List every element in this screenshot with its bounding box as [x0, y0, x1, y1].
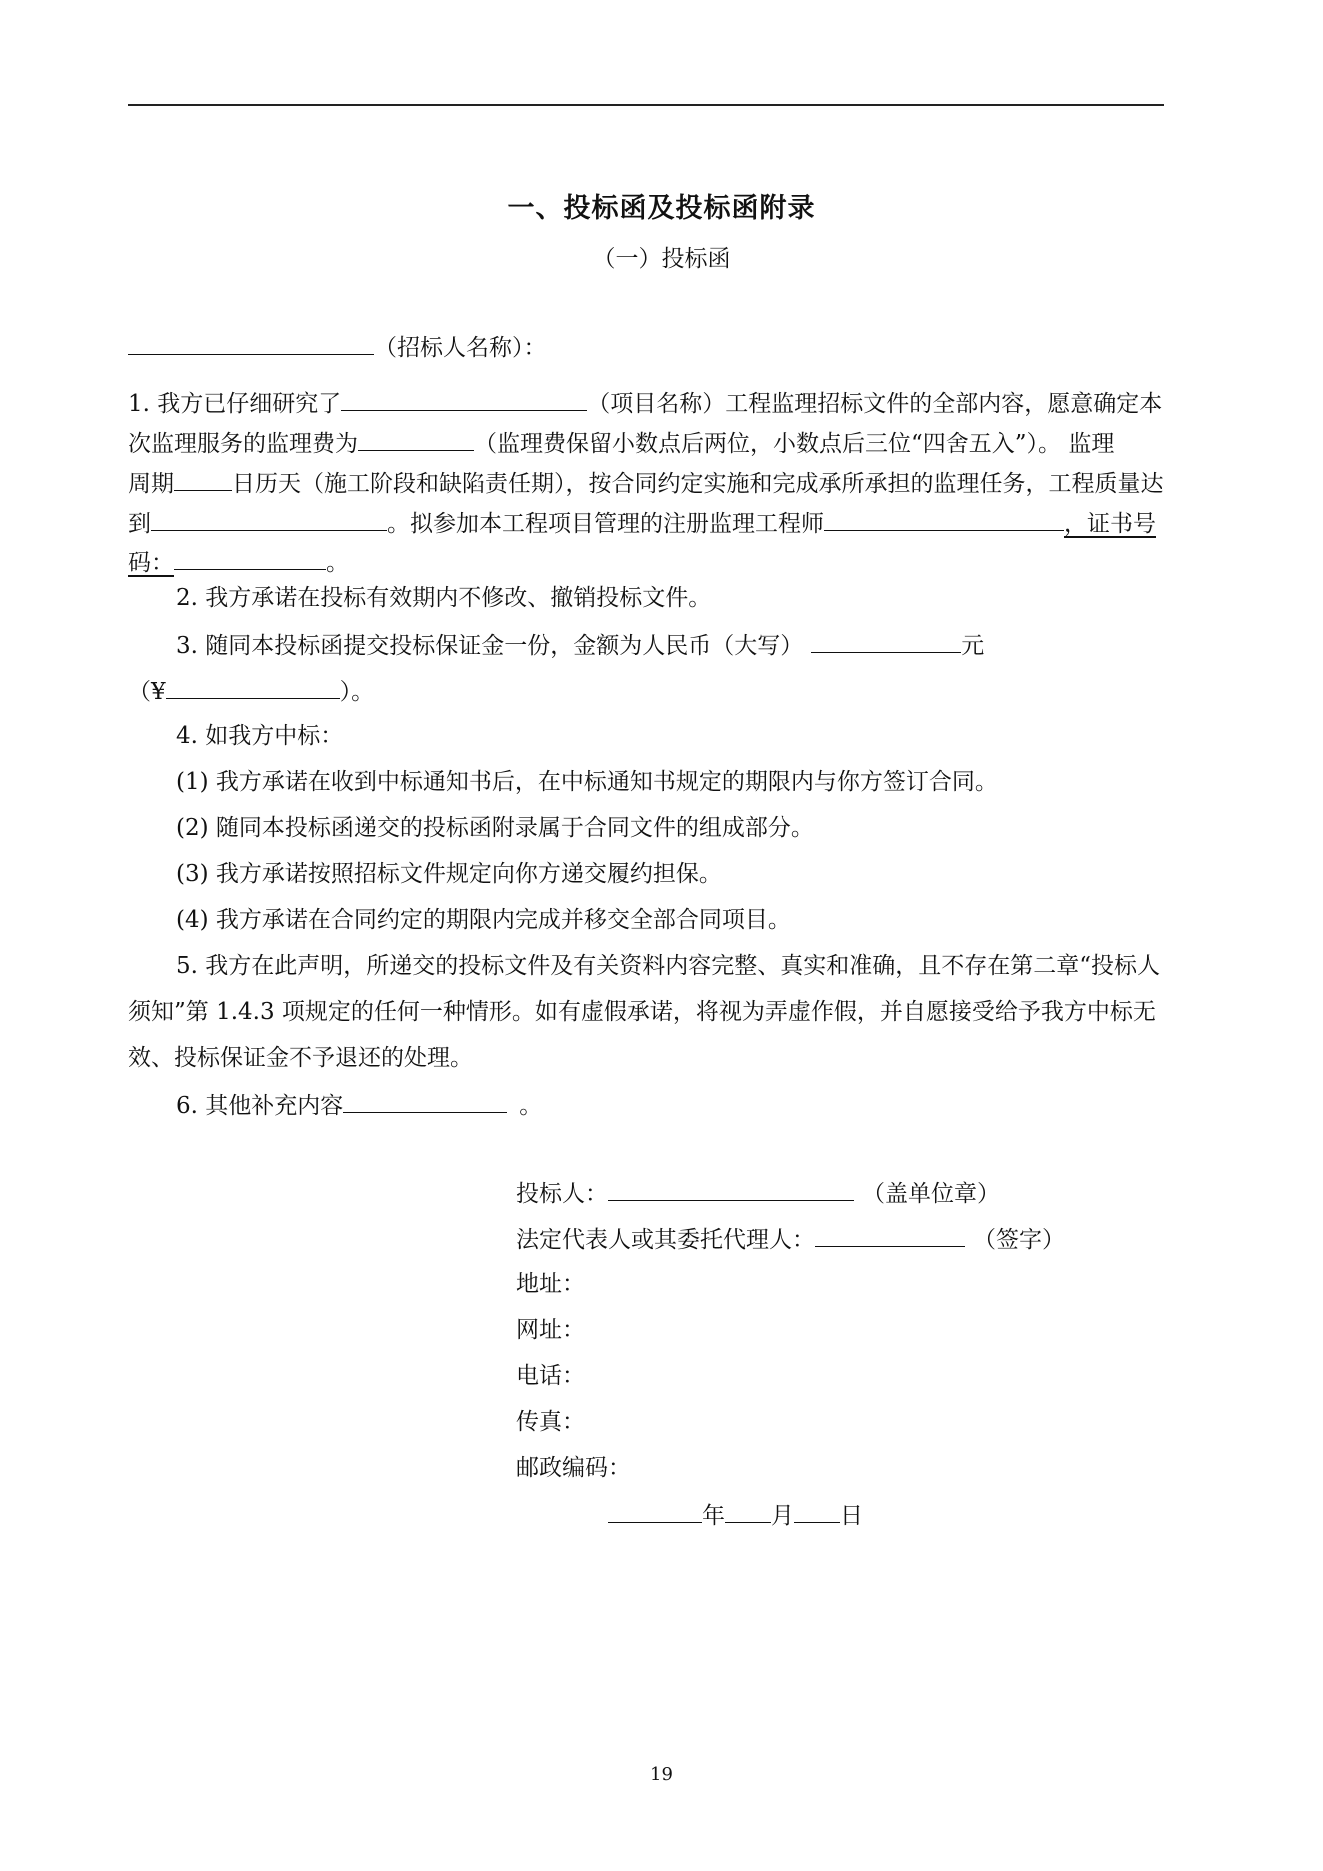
- year-label: 年: [702, 1503, 725, 1529]
- para-1-text-a: 1. 我方已仔细研究了: [128, 391, 342, 417]
- salutation-text: （招标人名称）：: [374, 335, 547, 361]
- phone-label: 电话：: [516, 1363, 585, 1389]
- salutation-line: [128, 330, 547, 364]
- postcode-label: 邮政编码：: [516, 1455, 631, 1481]
- bidder-note: （盖单位章）: [862, 1181, 1000, 1207]
- para-3-line-1: [176, 628, 984, 662]
- project-name-blank[interactable]: [341, 386, 587, 411]
- para-1-text-f: 日历天（施工阶段和缺陷责任期），按合同约定实施和完成承所承担的监理任务，工程质量达: [232, 471, 1164, 497]
- para-5-line-3: 效、投标保证金不予退还的处理。: [128, 1045, 473, 1071]
- para-4-item-3: (3) 我方承诺按照招标文件规定向你方递交履约担保。: [176, 861, 722, 887]
- para-3-line-2: [128, 674, 374, 708]
- para-3-text-a: 3. 随同本投标函提交投标保证金一份，金额为人民币（大写）: [176, 633, 804, 659]
- para-1-line-4: [128, 506, 1156, 540]
- quality-standard-blank[interactable]: [151, 506, 387, 531]
- para-4: 4. 如我方中标：: [176, 723, 344, 749]
- para-3-text-c: （¥: [128, 679, 166, 705]
- bid-bond-words-blank[interactable]: [811, 628, 961, 653]
- para-5-line-2: 须知”第 1.4.3 项规定的任何一种情形。如有虚假承诺，将视为弄虚作假，并自愿接受给予我方中标无: [128, 999, 1156, 1025]
- representative-line: [516, 1222, 1065, 1256]
- tenderer-name-blank[interactable]: [128, 330, 374, 355]
- para-1-text-h: 。拟参加本工程项目管理的注册监理工程师: [387, 511, 824, 537]
- year-blank[interactable]: [608, 1498, 702, 1523]
- para-1-line-5: [128, 545, 349, 579]
- website-label: 网址：: [516, 1317, 585, 1343]
- bidder-blank[interactable]: [608, 1176, 854, 1201]
- para-1-line-3: [128, 466, 1164, 500]
- supervision-fee-blank[interactable]: [358, 426, 474, 451]
- para-1-text-e: 周期: [128, 471, 174, 497]
- month-blank[interactable]: [725, 1498, 771, 1523]
- header-rule: [128, 104, 1164, 106]
- bidder-label: 投标人：: [516, 1181, 608, 1207]
- para-1-line-1: [128, 386, 1162, 420]
- fax-label: 传真：: [516, 1409, 585, 1435]
- para-1-text-b: （项目名称）工程监理招标文件的全部内容，愿意确定本: [587, 391, 1163, 417]
- para-1-text-k: 。: [326, 550, 349, 576]
- month-label: 月: [771, 1503, 794, 1529]
- para-1-text-i: ，证书号: [1064, 511, 1156, 537]
- bid-bond-figures-blank[interactable]: [166, 674, 340, 699]
- day-label: 日: [840, 1503, 863, 1529]
- supplement-blank[interactable]: [343, 1088, 507, 1113]
- section-subtitle: （一）投标函: [592, 246, 731, 272]
- para-4-item-1: (1) 我方承诺在收到中标通知书后，在中标通知书规定的期限内与你方签订合同。: [176, 769, 998, 795]
- para-4-item-2: (2) 随同本投标函递交的投标函附录属于合同文件的组成部分。: [176, 815, 814, 841]
- date-line: [608, 1498, 863, 1532]
- para-1-text-g: 到: [128, 511, 151, 537]
- para-6: [176, 1088, 542, 1122]
- para-1-text-j: 码：: [128, 550, 174, 576]
- engineer-name-blank[interactable]: [824, 506, 1064, 531]
- certificate-number-blank[interactable]: [174, 545, 326, 570]
- page-number: 19: [650, 1764, 673, 1785]
- representative-blank[interactable]: [815, 1222, 965, 1247]
- para-3-text-b: 元: [961, 633, 985, 659]
- representative-label: 法定代表人或其委托代理人：: [516, 1227, 815, 1253]
- para-3-text-d: ）。: [339, 679, 375, 705]
- para-1-text-d: （监理费保留小数点后两位，小数点后三位“四舍五入”）。 监理: [474, 431, 1115, 457]
- bidder-line: [516, 1176, 1000, 1210]
- page-title: 一、投标函及投标函附录: [507, 193, 816, 224]
- address-label: 地址：: [516, 1271, 585, 1297]
- para-6-text-b: 。: [519, 1093, 543, 1119]
- para-1-line-2: [128, 426, 1114, 460]
- representative-note: （签字）: [973, 1227, 1065, 1253]
- day-blank[interactable]: [794, 1498, 840, 1523]
- period-days-blank[interactable]: [174, 466, 232, 491]
- para-5-line-1: 5. 我方在此声明，所递交的投标文件及有关资料内容完整、真实和准确，且不存在第二章“投标人: [176, 953, 1161, 979]
- para-4-item-4: (4) 我方承诺在合同约定的期限内完成并移交全部合同项目。: [176, 907, 791, 933]
- para-6-text-a: 6. 其他补充内容: [176, 1093, 344, 1119]
- para-1-text-c: 次监理服务的监理费为: [128, 431, 358, 457]
- para-2: 2. 我方承诺在投标有效期内不修改、撤销投标文件。: [176, 585, 712, 611]
